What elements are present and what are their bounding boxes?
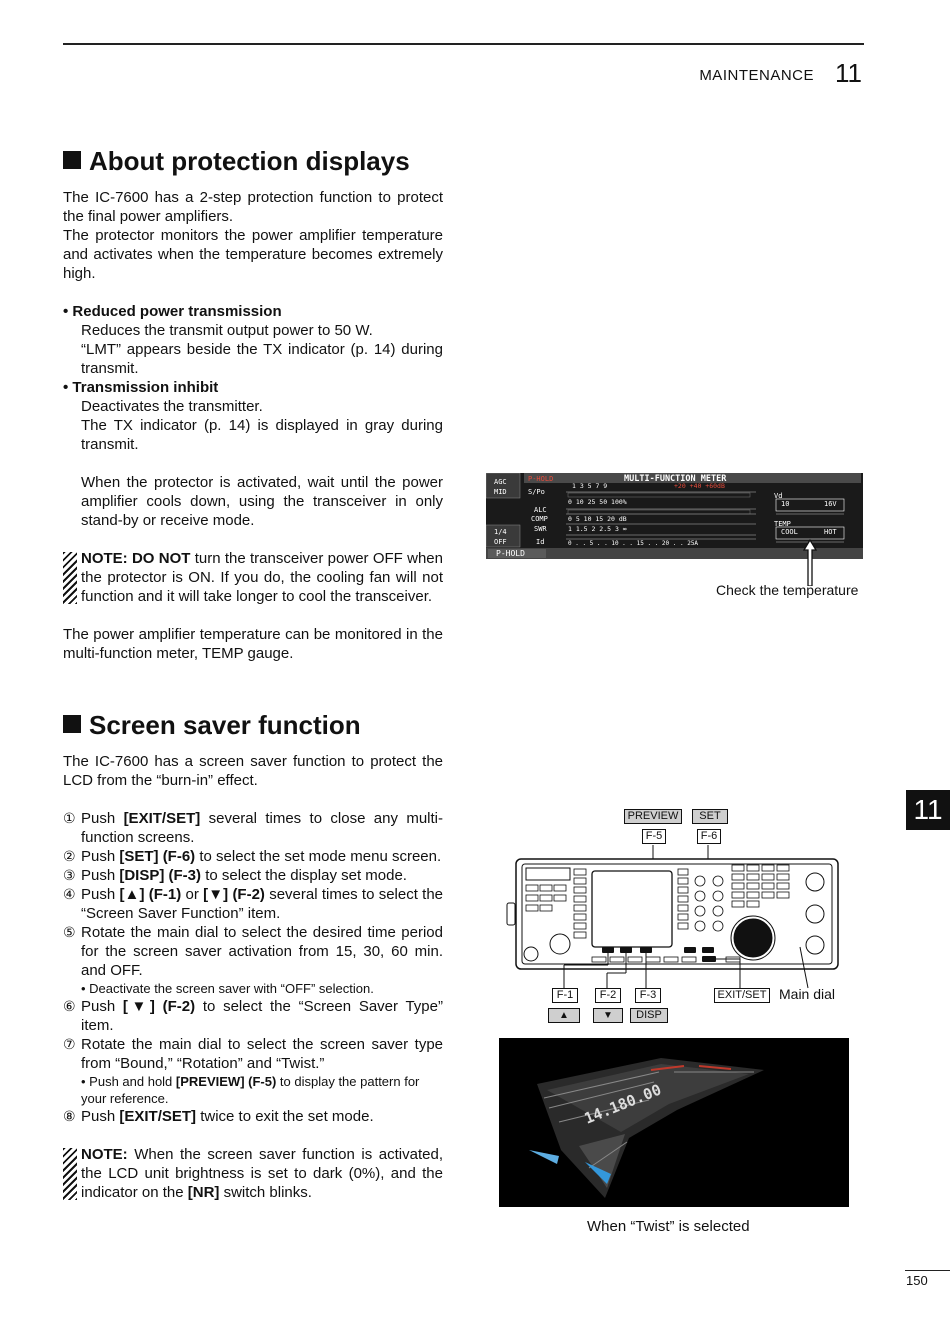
step-text-part: Rotate the main dial to select the desired time period for the screen saver activation from 15, 30, 60 min. and OFF. xyxy=(81,924,443,979)
step-item xyxy=(63,1035,443,1073)
step-number: ⑥ xyxy=(63,998,76,1014)
step-text-part: Push xyxy=(81,848,120,865)
meter-agc-label: AGC xyxy=(494,478,507,486)
step-number: ⑦ xyxy=(63,1036,76,1052)
step-item xyxy=(63,923,443,980)
note-block xyxy=(63,549,443,606)
meter-hot-label: HOT xyxy=(824,528,837,536)
step-text-part: Push xyxy=(81,886,120,903)
temp-paragraph: The power amplifier temperature can be monitored in the multi-function meter, TEMP gauge. xyxy=(63,626,443,662)
step-key: [PREVIEW] (F-5) xyxy=(175,1074,277,1089)
meter-v16: 16V xyxy=(824,500,837,508)
twist-frequency-readout: 14.180.00 xyxy=(581,1080,664,1128)
meter-off-label: OFF xyxy=(494,538,507,546)
step-key: [SET] (F-6) xyxy=(119,848,196,865)
f3-key-label: F-3 xyxy=(635,988,661,1003)
step-item xyxy=(63,997,443,1035)
meter-title: MULTI-FUNCTION METER xyxy=(624,474,727,484)
exit-set-key-label: EXIT/SET xyxy=(714,988,770,1003)
top-rule xyxy=(63,43,864,45)
up-key-label: ▲ xyxy=(548,1008,580,1023)
step-text-part: to select the set mode menu screen. xyxy=(195,848,442,865)
step-key: [EXIT/SET] xyxy=(123,810,201,827)
f1-key-label: F-1 xyxy=(552,988,578,1003)
intro-paragraph: The IC-7600 has a 2-step protection function to protect the final power amplifiers. xyxy=(63,189,443,225)
main-dial-label: Main dial xyxy=(779,986,836,1002)
meter-swr-scale: 1 1.5 2 2.5 3 ∞ xyxy=(568,525,627,533)
step-text-part: several times to close any multi-function screens. xyxy=(81,810,443,846)
step-key: [▲] (F-1) xyxy=(119,886,182,903)
twist-screen-saver-image xyxy=(499,1038,849,1207)
meter-id-scale: 0 . . 5 . . 10 . . 15 . . 20 . . 25A xyxy=(568,540,699,547)
meter-comp-scale: 0 5 10 15 20 dB xyxy=(568,515,627,523)
meter-phold-bar: P-HOLD xyxy=(496,549,525,558)
section-title-text: About protection displays xyxy=(89,146,410,176)
step-text-part: or xyxy=(181,886,204,903)
wait-paragraph: When the protector is activated, wait until the power amplifier cools down, using the transceiver in only stand-by or receive mode. xyxy=(81,474,443,529)
step-text-part: • Push and hold xyxy=(81,1074,176,1089)
page-number: 150 xyxy=(906,1273,928,1288)
chapter-tab: 11 xyxy=(906,790,950,830)
step-text-part: Push xyxy=(81,867,120,884)
step-item xyxy=(63,1107,443,1126)
note-text: switch blinks. xyxy=(219,1184,312,1201)
section-title-protection xyxy=(63,146,410,177)
step-subnote: • Deactivate the screen saver with “OFF” selection. xyxy=(81,981,374,996)
temperature-pointer-arrow-icon xyxy=(800,538,820,586)
step-key: [▼] (F-2) xyxy=(122,998,196,1015)
note-label: NOTE: DO NOT xyxy=(81,550,191,567)
note-text: When the screen saver function is activated, the LCD unit brightness is set to dark (0%), and the indicator on the xyxy=(81,1146,443,1201)
down-key-label: ▼ xyxy=(593,1008,623,1023)
step-subnote xyxy=(63,1073,443,1107)
note-hatch-icon xyxy=(63,552,77,604)
step-text xyxy=(81,866,443,885)
intro-paragraph: The IC-7600 has a screen saver function to protect the LCD from the “burn-in” effect. xyxy=(63,753,443,789)
step-text-part: Push xyxy=(81,810,124,827)
step-text xyxy=(81,885,443,923)
step-text xyxy=(81,923,443,980)
header-section: MAINTENANCE xyxy=(699,67,814,84)
note-text: turn the transceiver power OFF when the protector is ON. If you do, the cooling fan will not function and it will take longer to cool the transceiver. xyxy=(81,550,443,605)
bullet-title: • Reduced power transmission xyxy=(63,303,282,320)
meter-alc-label: ALC xyxy=(534,506,547,514)
f5-key-label: F-5 xyxy=(642,829,666,844)
step-text xyxy=(81,809,443,847)
step-key: [EXIT/SET] xyxy=(119,1108,197,1125)
meter-s-scale: 1 3 5 7 9 xyxy=(572,482,608,490)
bullet-text: “LMT” appears beside the TX indicator (p. 14) during transmit. xyxy=(81,341,443,377)
meter-spo-label: S/Po xyxy=(528,488,545,496)
step-number: ① xyxy=(63,810,76,826)
set-key-label: SET xyxy=(692,809,728,824)
section1-body xyxy=(63,188,443,663)
meter-id-label: Id xyxy=(536,538,545,546)
front-panel-diagram xyxy=(500,805,860,1035)
meter-vd-label: Vd xyxy=(774,492,783,500)
steps-list xyxy=(63,809,443,1126)
f6-key-label: F-6 xyxy=(697,829,721,844)
step-text-part: several times to select the “Screen Saver Function” item. xyxy=(81,886,444,922)
step-number: ④ xyxy=(63,886,76,902)
header-chapter: 11 xyxy=(835,58,862,88)
step-key: [DISP] (F-3) xyxy=(119,867,202,884)
step-item xyxy=(63,885,443,923)
step-text-part: Rotate the main dial to select the screen saver type from “Bound,” “Rotation” and “Twist.” xyxy=(81,1036,443,1072)
step-text-part: to select the “Screen Saver Type” item. xyxy=(81,998,443,1034)
page-number-rule xyxy=(905,1270,950,1271)
step-text xyxy=(81,1035,443,1073)
preview-key-label: PREVIEW xyxy=(624,809,682,824)
meter-caption: Check the temperature xyxy=(716,582,859,598)
note-label: NOTE: xyxy=(81,1146,128,1163)
step-item xyxy=(63,847,443,866)
step-number: ⑧ xyxy=(63,1108,76,1124)
step-number: ② xyxy=(63,848,76,864)
meter-mid-label: MID xyxy=(494,488,507,496)
step-number: ③ xyxy=(63,867,76,883)
f2-key-label: F-2 xyxy=(595,988,621,1003)
meter-temp-label: TEMP xyxy=(774,520,791,528)
meter-swr-label: SWR xyxy=(534,525,547,533)
note-block xyxy=(63,1145,443,1202)
step-text-part: twice to exit the set mode. xyxy=(196,1108,374,1125)
step-text xyxy=(81,1107,443,1126)
step-text xyxy=(81,847,443,866)
section-title-text: Screen saver function xyxy=(89,710,361,740)
square-bullet-icon xyxy=(63,715,81,733)
bullet-text: The TX indicator (p. 14) is displayed in gray during transmit. xyxy=(81,417,443,453)
meter-phold-tab: P-HOLD xyxy=(528,475,554,483)
intro-paragraph: The protector monitors the power amplifier temperature and activates when the temperature becomes extremely high. xyxy=(63,227,443,282)
meter-cool-label: COOL xyxy=(781,528,798,536)
step-text-part: Push xyxy=(81,998,123,1015)
bullet-text: Deactivates the transmitter. xyxy=(81,398,263,415)
step-number: ⑤ xyxy=(63,924,76,940)
step-item xyxy=(63,866,443,885)
step-item xyxy=(63,809,443,847)
meter-v10: 10 xyxy=(781,500,790,508)
meter-po-scale: 0 10 25 50 100% xyxy=(568,498,627,506)
step-key: [▼] (F-2) xyxy=(203,886,265,903)
step-text-part: Push xyxy=(81,1108,120,1125)
section2-body xyxy=(63,752,443,1202)
note-key: [NR] xyxy=(187,1184,220,1201)
step-text-part: to display the pattern for your reference. xyxy=(81,1074,420,1106)
meter-s-plus-scale: +20 +40 +60dB xyxy=(674,482,725,490)
twist-caption: When “Twist” is selected xyxy=(587,1218,750,1235)
meter-comp-label: COMP xyxy=(531,515,548,523)
step-text-part: to select the display set mode. xyxy=(201,867,407,884)
step-text xyxy=(81,997,443,1035)
meter-ratio-label: 1/4 xyxy=(494,528,507,536)
square-bullet-icon xyxy=(63,151,81,169)
section-title-screen-saver xyxy=(63,710,361,741)
bullet-text: Reduces the transmit output power to 50 W. xyxy=(81,322,373,339)
disp-key-label: DISP xyxy=(630,1008,668,1023)
bullet-title: • Transmission inhibit xyxy=(63,379,219,396)
note-hatch-icon xyxy=(63,1148,77,1200)
